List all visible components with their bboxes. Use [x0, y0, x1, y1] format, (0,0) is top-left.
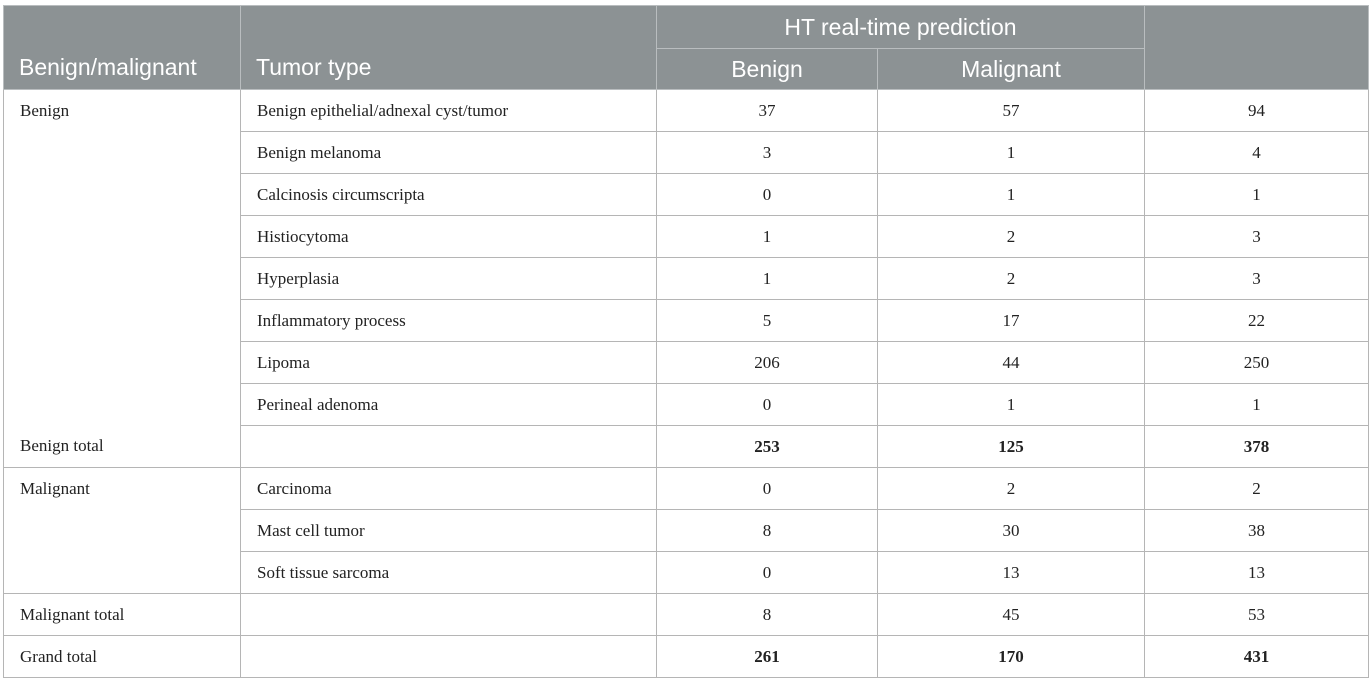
header-malignant: Malignant	[878, 49, 1145, 90]
row-type-cell	[241, 426, 657, 468]
row-total-cell: 94	[1145, 90, 1369, 132]
row-benign-cell: 8	[657, 594, 878, 636]
row-type-cell: Mast cell tumor	[241, 510, 657, 552]
row-class-cell	[4, 300, 241, 342]
row-type-cell: Benign melanoma	[241, 132, 657, 174]
row-benign-cell: 261	[657, 636, 878, 678]
row-malignant-cell: 1	[878, 132, 1145, 174]
row-class-cell: Grand total	[4, 636, 241, 678]
row-benign-cell: 1	[657, 258, 878, 300]
row-type-cell: Calcinosis circumscripta	[241, 174, 657, 216]
row-class-cell: Benign total	[4, 426, 241, 468]
table-body	[4, 90, 1369, 678]
table-row	[4, 132, 1369, 174]
row-type-cell: Inflammatory process	[241, 300, 657, 342]
row-malignant-cell: 17	[878, 300, 1145, 342]
row-malignant-cell: 45	[878, 594, 1145, 636]
row-benign-cell: 3	[657, 132, 878, 174]
row-class-cell	[4, 258, 241, 300]
row-total-cell: 1	[1145, 384, 1369, 426]
row-type-cell: Carcinoma	[241, 468, 657, 510]
table-row	[4, 258, 1369, 300]
header-benign: Benign	[657, 49, 878, 90]
row-malignant-cell: 1	[878, 174, 1145, 216]
row-benign-cell: 253	[657, 426, 878, 468]
row-type-cell: Hyperplasia	[241, 258, 657, 300]
row-class-cell	[4, 342, 241, 384]
row-type-cell: Soft tissue sarcoma	[241, 552, 657, 594]
table-row	[4, 384, 1369, 426]
header-benign-malignant: Benign/malignant	[4, 6, 241, 90]
grand-total-row	[4, 636, 1369, 678]
header-tumor-type: Tumor type	[241, 6, 657, 90]
row-type-cell: Benign epithelial/adnexal cyst/tumor	[241, 90, 657, 132]
row-total-cell: 2	[1145, 468, 1369, 510]
row-total-cell: 38	[1145, 510, 1369, 552]
header-total-column	[1145, 6, 1369, 90]
row-class-cell: Malignant total	[4, 594, 241, 636]
row-type-cell	[241, 594, 657, 636]
row-type-cell: Perineal adenoma	[241, 384, 657, 426]
row-benign-cell: 1	[657, 216, 878, 258]
row-class-cell	[4, 552, 241, 594]
row-total-cell: 53	[1145, 594, 1369, 636]
row-benign-cell: 0	[657, 174, 878, 216]
row-total-cell: 431	[1145, 636, 1369, 678]
row-malignant-cell: 2	[878, 216, 1145, 258]
row-class-cell	[4, 510, 241, 552]
table-row	[4, 342, 1369, 384]
table-row	[4, 216, 1369, 258]
tumor-prediction-table	[3, 5, 1369, 678]
row-total-cell: 250	[1145, 342, 1369, 384]
row-malignant-cell: 57	[878, 90, 1145, 132]
table-row	[4, 468, 1369, 510]
row-malignant-cell: 13	[878, 552, 1145, 594]
table-row	[4, 90, 1369, 132]
row-malignant-cell: 30	[878, 510, 1145, 552]
row-total-cell: 3	[1145, 258, 1369, 300]
row-benign-cell: 0	[657, 552, 878, 594]
row-type-cell: Lipoma	[241, 342, 657, 384]
row-class-cell	[4, 216, 241, 258]
row-malignant-cell: 170	[878, 636, 1145, 678]
row-benign-cell: 0	[657, 384, 878, 426]
row-malignant-cell: 2	[878, 258, 1145, 300]
row-class-cell	[4, 384, 241, 426]
row-class-cell	[4, 132, 241, 174]
header-ht-real-time-prediction: HT real-time prediction	[657, 6, 1145, 49]
row-total-cell: 22	[1145, 300, 1369, 342]
row-malignant-cell: 44	[878, 342, 1145, 384]
table-row	[4, 552, 1369, 594]
malignant-total-row	[4, 594, 1369, 636]
row-class-cell: Benign	[4, 90, 241, 132]
row-benign-cell: 37	[657, 90, 878, 132]
row-total-cell: 13	[1145, 552, 1369, 594]
row-class-cell: Malignant	[4, 468, 241, 510]
row-type-cell	[241, 636, 657, 678]
row-total-cell: 3	[1145, 216, 1369, 258]
row-class-cell	[4, 174, 241, 216]
row-benign-cell: 5	[657, 300, 878, 342]
table-header	[4, 6, 1369, 90]
row-benign-cell: 0	[657, 468, 878, 510]
row-total-cell: 378	[1145, 426, 1369, 468]
row-total-cell: 1	[1145, 174, 1369, 216]
table-row	[4, 300, 1369, 342]
row-malignant-cell: 2	[878, 468, 1145, 510]
table-row	[4, 510, 1369, 552]
row-benign-cell: 8	[657, 510, 878, 552]
row-total-cell: 4	[1145, 132, 1369, 174]
benign-total-row	[4, 426, 1369, 468]
table-row	[4, 174, 1369, 216]
row-malignant-cell: 1	[878, 384, 1145, 426]
row-malignant-cell: 125	[878, 426, 1145, 468]
row-type-cell: Histiocytoma	[241, 216, 657, 258]
row-benign-cell: 206	[657, 342, 878, 384]
